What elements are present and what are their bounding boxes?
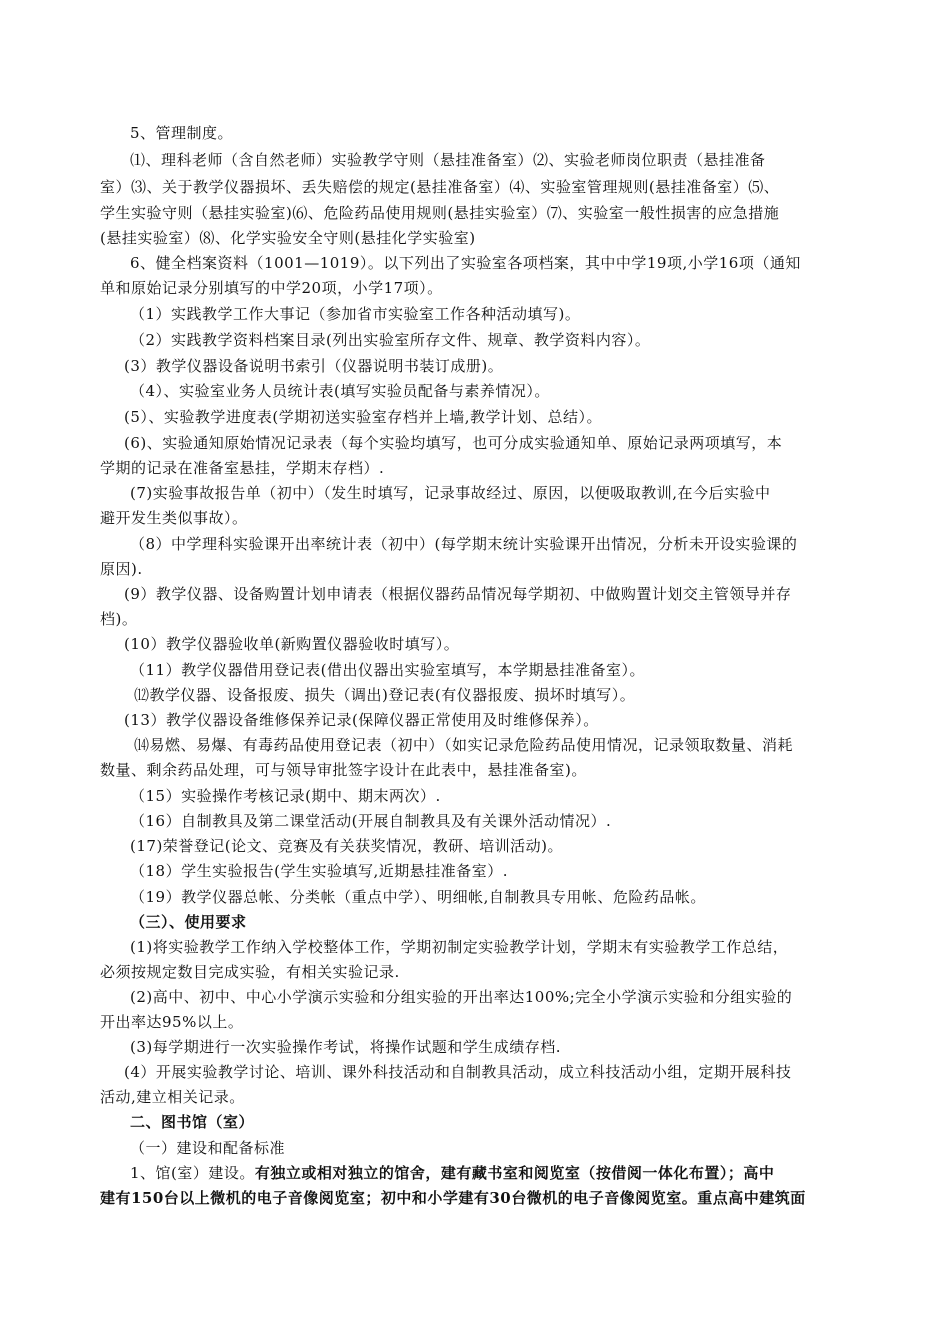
paragraph-line: (17)荣誉登记(论文、竞赛及有关获奖情况，教研、培训活动)。 [130, 837, 563, 855]
paragraph-line: (13）教学仪器设备维修保养记录(保障仪器正常使用及时维修保养）。 [124, 711, 599, 729]
paragraph-line: 学生实验守则（悬挂实验室)⑹、危险药品使用规则(悬挂实验室）⑺、实验室一般性损害的应急措施 [100, 204, 780, 222]
paragraph-line: （15）实验操作考核记录(期中、期末两次）. [130, 787, 441, 805]
paragraph-line: (2)高中、初中、中心小学演示实验和分组实验的开出率达100%;完全小学演示实验和分组实验的 [130, 988, 793, 1006]
paragraph-line: 5、管理制度。 [130, 124, 234, 142]
paragraph-line: (7)实验事故报告单（初中）（发生时填写，记录事故经过、原因，以便吸取教训,在今后实验中 [130, 484, 771, 502]
paragraph-line: （1）实践教学工作大事记（参加省市实验室工作各种活动填写)。 [130, 305, 581, 323]
inline-bold-text: 有独立或相对独立的馆舍，建有藏书室和阅览室（按借阅一体化布置）；高中 [254, 1164, 775, 1182]
paragraph-line: (5）、实验教学进度表(学期初送实验室存档并上墙,教学计划、总结）。 [124, 408, 603, 426]
paragraph-line: （16）自制教具及第二课堂活动(开展自制教具及有关课外活动情况）. [130, 812, 612, 830]
paragraph-line: 档)。 [100, 610, 138, 628]
paragraph-line: （一）建设和配备标准 [130, 1139, 286, 1157]
paragraph-line: 活动,建立相关记录。 [100, 1088, 245, 1106]
paragraph-line: ⒁易燃、易爆、有毒药品使用登记表（初中）（如实记录危险药品使用情况，记录领取数量、消耗 [134, 736, 794, 754]
paragraph-line: 原因). [100, 560, 143, 578]
section-heading: （三）、使用要求 [130, 913, 247, 931]
paragraph-line: （19）教学仪器总帐、分类帐（重点中学）、明细帐,自制教具专用帐、危险药品帐。 [130, 888, 706, 906]
paragraph-line: ⑿教学仪器、设备报废、损失（调出)登记表(有仪器报废、损坏时填写）。 [134, 686, 636, 704]
paragraph-line: (悬挂实验室）⑻、化学实验安全守则(悬挂化学实验室) [100, 229, 476, 247]
paragraph-line: (6)、实验通知原始情况记录表（每个实验均填写，也可分成实验通知单、原始记录两项填写，本 [124, 434, 783, 452]
paragraph-line: ⑴、理科老师（含自然老师）实验教学守则（悬挂准备室）⑵、实验老师岗位职责（悬挂准备 [130, 151, 766, 169]
paragraph-line: (10）教学仪器验收单(新购置仪器验收时填写）。 [124, 635, 460, 653]
paragraph-line: （8）中学理科实验课开出率统计表（初中）(每学期末统计实验课开出情况，分析未开设实验课的 [130, 535, 798, 553]
paragraph-line: 学期的记录在准备室悬挂，学期末存档）. [100, 459, 385, 477]
paragraph-line: 室）⑶、关于教学仪器损坏、丢失赔偿的规定(悬挂准备室）⑷、实验室管理规则(悬挂准备室）⑸、 [100, 178, 780, 196]
paragraph-line: (4）开展实验教学讨论、培训、课外科技活动和自制教具活动，成立科技活动小组，定期开展科技 [124, 1063, 792, 1081]
paragraph-line: 开出率达95%以上。 [100, 1013, 244, 1031]
paragraph-line: （4）、实验室业务人员统计表(填写实验员配备与素养情况）。 [130, 382, 550, 400]
paragraph-line: 必须按规定数目完成实验，有相关实验记录. [100, 963, 400, 981]
section-heading: 二、图书馆（室） [130, 1113, 255, 1131]
paragraph-line: （11）教学仪器借用登记表(借出仪器出实验室填写，本学期悬挂准备室）。 [130, 661, 645, 679]
paragraph-line: 建有150台以上微机的电子音像阅览室；初中和小学建有30台微机的电子音像阅览室。重点高中建筑面 [100, 1189, 806, 1207]
paragraph-line: 数量、剩余药品处理，可与领导审批签字设计在此表中，悬挂准备室)。 [100, 761, 587, 779]
paragraph-line: （18）学生实验报告(学生实验填写,近期悬挂准备室）. [130, 862, 508, 880]
paragraph-line: (3)每学期进行一次实验操作考试，将操作试题和学生成绩存档. [130, 1038, 562, 1056]
inline-text: 1、馆(室）建设。 [130, 1164, 255, 1182]
paragraph-line: (9）教学仪器、设备购置计划申请表（根据仪器药品情况每学期初、中做购置计划交主管领导并存 [124, 585, 792, 603]
paragraph-line [130, 1163, 774, 1183]
paragraph-line: 避开发生类似事故）。 [100, 509, 248, 527]
paragraph-line: 单和原始记录分别填写的中学20项，小学17项）。 [100, 279, 443, 297]
paragraph-line: (3）教学仪器设备说明书索引（仪器说明书装订成册)。 [124, 357, 504, 375]
paragraph-line: (1)将实验教学工作纳入学校整体工作，学期初制定实验教学计划，学期末有实验教学工作总结， [130, 938, 789, 956]
paragraph-line: 6、健全档案资料（1001—1019）。以下列出了实验室各项档案，其中中学19项,小学16项（通知 [130, 254, 801, 272]
paragraph-line: （2）实践教学资料档案目录(列出实验室所存文件、规章、教学资料内容）。 [130, 331, 651, 349]
